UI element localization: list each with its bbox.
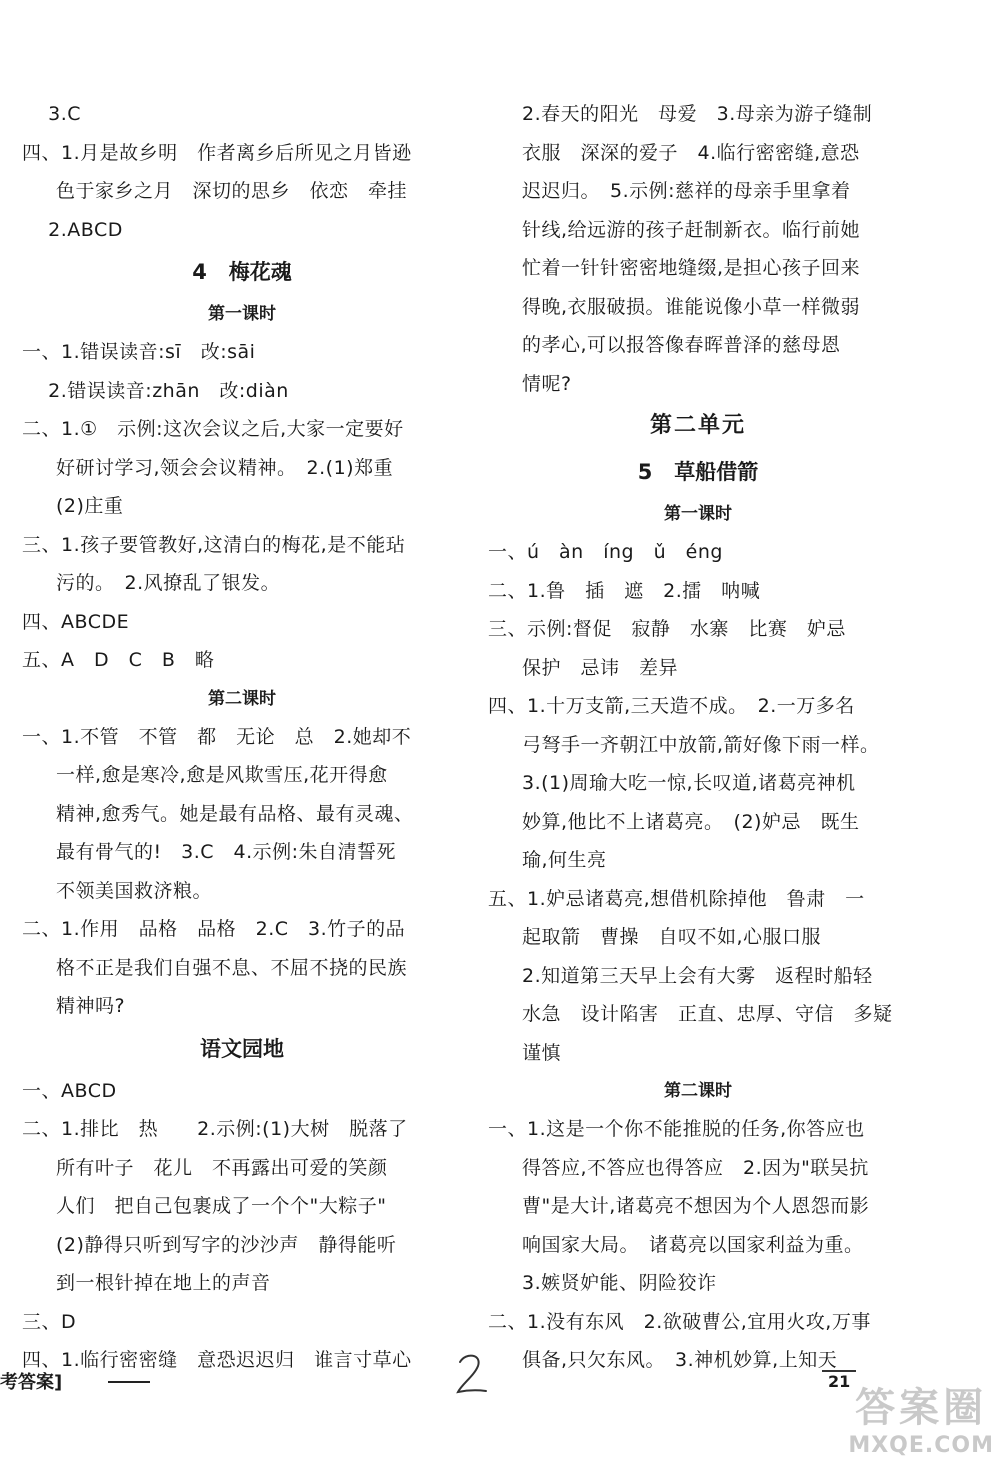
handwritten-mark (452, 1350, 492, 1400)
section-heading: 第二课时 (664, 1081, 732, 1101)
answer-line: 弓弩手一齐朝江中放箭,箭好像下雨一样。 (522, 733, 880, 756)
answer-line: 到一根针掉在地上的声音 (56, 1272, 271, 1294)
right-column (488, 95, 908, 1380)
lesson-title: 4 梅花魂 (192, 260, 292, 284)
answer-line: 二、1.排比 热 2.示例:(1)大树 脱落了 (22, 1118, 408, 1140)
answer-line: 起取箭 曹操 自叹不如,心服口服 (522, 926, 822, 948)
answer-line: 二、1.作用 品格 品格 2.C 3.竹子的品 (22, 918, 406, 940)
answer-line: 所有叶子 花儿 不再露出可爱的笑颜 (56, 1156, 388, 1179)
watermark-logo: 答案圈 (855, 1385, 988, 1431)
page-number: 21 (822, 1370, 856, 1391)
answer-line: 衣服 深深的爱子 4.临行密密缝,意恐 (522, 141, 860, 164)
answer-line: 二、1.鲁 插 遮 2.擂 呐喊 (488, 579, 761, 602)
answer-line: 谨慎 (522, 1041, 562, 1064)
answer-line: 情呢? (522, 372, 572, 395)
answer-line: 瑜,何生亮 (522, 849, 607, 871)
answer-line: 针线,给远游的孩子赶制新衣。临行前她 (522, 218, 861, 241)
answer-line: 四、1.十万支箭,三天造不成。 2.一万多名 (488, 695, 855, 717)
answer-line: 好研讨学习,领会会议精神。 2.(1)郑重 (56, 456, 394, 479)
answer-line: 色于家乡之月 深切的思乡 依恋 牵挂 (56, 180, 408, 202)
answer-line: 忙着一针针密密地缝缀,是担心孩子回来 (522, 257, 861, 279)
answer-line: 三、示例:督促 寂静 水寨 比赛 妒忌 (488, 618, 846, 640)
answer-line: (2)庄重 (56, 495, 124, 517)
answer-line: 四、ABCDE (22, 610, 130, 633)
answer-line: (2)静得只听到写字的沙沙声 静得能听 (56, 1233, 397, 1256)
answer-line: 精神,愈秀气。她是最有品格、最有灵魂、 (56, 802, 414, 825)
answer-line: 2.ABCD (22, 218, 123, 241)
answer-line: 2.春天的阳光 母爱 3.母亲为游子缝制 (522, 103, 873, 125)
answer-line: 五、A D C B 略 (22, 649, 215, 671)
answer-line: 3.C (22, 103, 82, 125)
answer-line: 一、ú àn íng ǔ éng (488, 541, 723, 563)
answer-line: 人们 把自己包裹成了一个个"大粽子" (56, 1195, 387, 1217)
answer-line: 俱备,只欠东风。 3.神机妙算,上知天 (522, 1349, 838, 1371)
answer-line: 不领美国救济粮。 (56, 879, 213, 902)
answer-line: 一、1.错误读音:sī 改:sāi (22, 341, 256, 363)
answer-line: 2.知道第三天早上会有大雾 返程时船轻 (522, 964, 873, 987)
watermark (848, 1376, 994, 1458)
answer-line: 三、D (22, 1310, 77, 1333)
answer-line: 一、1.不管 不管 都 无论 总 2.她却不 (22, 725, 412, 748)
answer-line: 最有骨气的! 3.C 4.示例:朱自清誓死 (56, 841, 397, 863)
answer-line: 三、1.孩子要管教好,这清白的梅花,是不能玷 (22, 533, 406, 556)
answer-line: 迟迟归。 5.示例:慈祥的母亲手里拿着 (522, 180, 851, 202)
answer-line: 格不正是我们自强不息、不屈不挠的民族 (56, 956, 408, 979)
section-heading: 第一课时 (664, 504, 732, 524)
answer-line: 3.(1)周瑜大吃一惊,长叹道,诸葛亮神机 (522, 772, 856, 794)
answer-line: 四、1.月是故乡明 作者离乡后所见之月皆逊 (22, 141, 412, 164)
answer-line: 一、ABCD (22, 1079, 117, 1102)
answer-line: 污的。 2.风撩乱了银发。 (56, 572, 281, 594)
answer-line: 的孝心,可以报答像春晖普泽的慈母恩 (522, 334, 841, 356)
answer-line: 得答应,不答应也得答应 2.因为"联吴抗 (522, 1156, 869, 1179)
answer-line: 3.嫉贤妒能、阴险狡诈 (522, 1272, 717, 1294)
left-column (22, 95, 462, 1380)
unit-heading: 第二单元 (649, 413, 746, 438)
answer-line: 得晚,衣服破损。谁能说像小草一样微弱 (522, 295, 861, 318)
lesson-title: 5 草船借箭 (637, 460, 759, 484)
footer-rule (108, 1381, 150, 1383)
answer-line: 二、1.① 示例:这次会议之后,大家一定要好 (22, 418, 404, 440)
answer-line: 一样,愈是寒冷,愈是风欺雪压,花开得愈 (56, 764, 388, 786)
lesson-title: 语文园地 (200, 1036, 284, 1061)
answer-line: 精神吗? (56, 995, 126, 1017)
watermark-url: MXQE.COM (848, 1433, 994, 1458)
answer-line: 2.错误读音:zhān 改:diàn (22, 379, 289, 402)
answer-line: 曹"是大计,诸葛亮不想因为个人恩怨而影 (522, 1195, 870, 1217)
answer-line: 一、1.这是一个你不能推脱的任务,你答应也 (488, 1118, 865, 1140)
answer-line: 妙算,他比不上诸葛亮。 (2)妒忌 既生 (522, 810, 860, 833)
answer-line: 响国家大局。 诸葛亮以国家利益为重。 (522, 1233, 864, 1256)
answer-line: 四、1.临行密密缝 意恐迟迟归 谁言寸草心 (22, 1349, 412, 1371)
answer-line: 保护 忌讳 差异 (522, 656, 679, 679)
section-heading: 第二课时 (208, 688, 276, 709)
footer-label: 考答案] (0, 1372, 63, 1393)
answer-line: 五、1.妒忌诸葛亮,想借机除掉他 鲁肃 一 (488, 887, 865, 910)
answer-line: 二、1.没有东风 2.欲破曹公,宜用火攻,万事 (488, 1310, 871, 1333)
answer-line: 水急 设计陷害 正直、忠厚、守信 多疑 (522, 1003, 893, 1025)
section-heading: 第一课时 (208, 304, 276, 324)
